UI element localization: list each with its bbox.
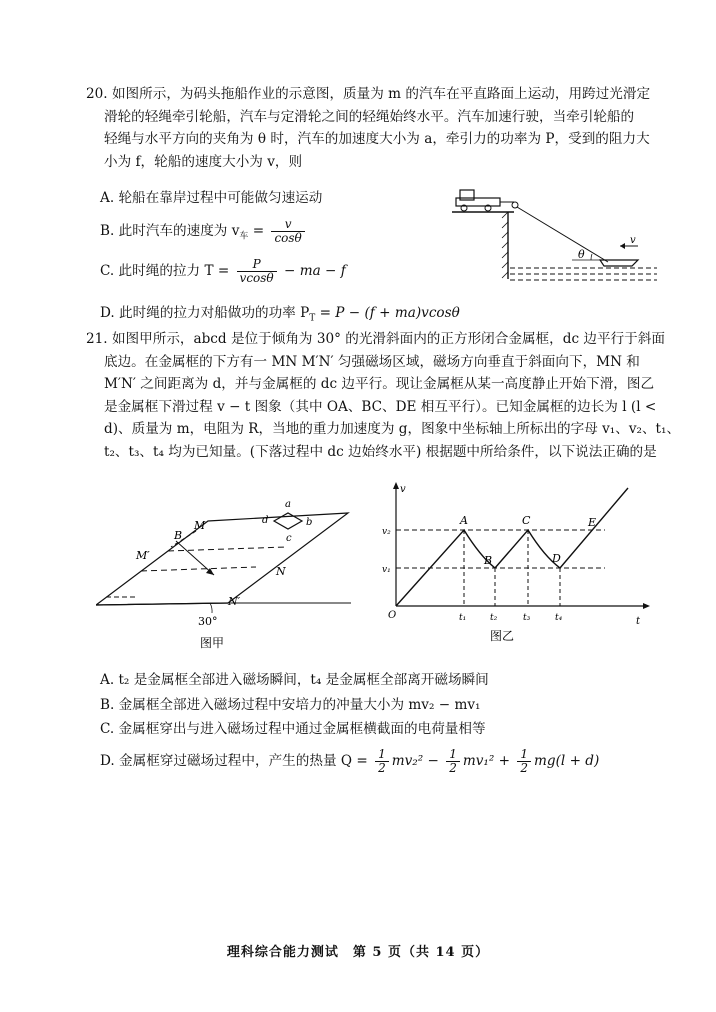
t-axis-label: t	[636, 616, 641, 627]
q21-option-b: B. 金属框全部进入磁场过程中安培力的冲量大小为 mv₂ − mv₁	[100, 697, 481, 713]
slanted-rope	[517, 207, 608, 262]
incline-base	[96, 603, 228, 605]
point-B-label: B	[484, 554, 493, 567]
t3-tick-label: t₃	[523, 613, 531, 623]
question-20-stem	[86, 83, 661, 173]
t1-tick-label: t₁	[459, 613, 467, 623]
q20-dock-figure	[452, 184, 662, 284]
point-C-label: C	[522, 514, 531, 527]
q21-line-2: 底边。在金属框的下方有一 MN M′N′ 匀强磁场区域，磁场方向垂直于斜面向下，MN 和	[104, 353, 640, 370]
q21-line-4: 是金属框下滑过程 v − t 图象（其中 OA、BC、DE 相互平行）。已知金属框的边长为 l (l <	[104, 398, 657, 415]
figure-a-caption: 图甲	[200, 636, 225, 650]
q21-line-1: 21. 如图甲所示，abcd 是位于倾角为 30° 的光滑斜面内的正方形闭合金属框，dc 边平行于斜面	[86, 331, 665, 347]
label-N-prime: N′	[228, 595, 241, 608]
q21-line-3: M′N′ 之间距离为 d，并与金属框的 dc 边平行。现让金属框从某一高度静止开始下滑，图乙	[104, 376, 655, 393]
q20-line-4: 小为 f，轮船的速度大小为 v，则	[104, 153, 303, 170]
q21-option-a: A. t₂ 是金属框全部进入磁场瞬间，t₄ 是金属框全部离开磁场瞬间	[100, 672, 489, 688]
angle-label: 30°	[198, 615, 218, 628]
angle-arc-30	[210, 603, 212, 613]
velocity-arrowhead	[620, 243, 625, 249]
v-axis-arrowhead	[393, 482, 399, 489]
label-M-prime: M′	[136, 549, 150, 562]
theta-label: θ	[578, 248, 585, 261]
q20-option-a: A. 轮船在靠岸过程中可能做匀速运动	[100, 190, 323, 206]
boundary-M-prime-N-prime	[141, 567, 256, 571]
q20-option-c: C. 此时绳的拉力 T = $\frac{P}{vcos\theta}$ − ma − f	[100, 257, 346, 285]
v1-tick-label: v₁	[382, 565, 391, 575]
q20-option-b: B. 此时汽车的速度为 $v_车$ = $\frac{v}{\cos\theta}$	[100, 218, 308, 245]
label-M: M	[194, 519, 206, 532]
question-21-stem	[86, 328, 681, 464]
point-E-label: E	[588, 516, 597, 529]
v2-tick-label: v₂	[382, 527, 391, 537]
q21-option-d: D. 金属框穿过磁场过程中，产生的热量 Q = $\frac{1}{2}$ mv₂² − $\frac{1}{2}$ mv₁² + $\frac{1}{2}$ mg(l + d)	[100, 747, 600, 775]
water-lines	[510, 268, 657, 280]
origin-label: O	[388, 610, 397, 621]
q20-line-2: 滑轮的轻绳牵引轮船，汽车与定滑轮之间的轻绳始终水平。汽车加速行驶，当牵引轮船的	[104, 108, 635, 125]
v-axis-label: v	[400, 484, 406, 495]
field-label-B: B	[174, 529, 183, 542]
q20-line-3: 轻绳与水平方向的夹角为 θ 时，汽车的加速度大小为 a，牵引力的功率为 P，受到的阻力大	[104, 131, 650, 148]
page-footer: 理科综合能力测试 第 5 页（共 14 页）	[226, 945, 490, 960]
vt-curve	[396, 488, 628, 606]
figure-b-caption: 图乙	[490, 629, 515, 643]
label-N: N	[276, 565, 286, 578]
point-D-label: D	[552, 552, 561, 565]
q20-line-1: 20. 如图所示，为码头拖船作业的示意图，质量为 m 的汽车在平直路面上运动，用跨过光滑定	[86, 86, 651, 102]
q20-option-d: D. 此时绳的拉力对船做功的功率 $P_T = P - (f + ma)vcos\theta$	[100, 305, 460, 324]
frame-label-c: c	[286, 533, 292, 544]
boundary-MN	[168, 547, 286, 551]
frame-label-a: a	[285, 499, 291, 510]
t2-tick-label: t₂	[490, 613, 498, 623]
t-axis-arrowhead	[643, 603, 650, 609]
angle-arc	[591, 254, 592, 260]
t4-tick-label: t₄	[555, 613, 563, 623]
figure-b-vt-graph	[380, 478, 660, 653]
figure-a-incline	[96, 485, 356, 655]
q21-line-6: t₂、t₃、t₄ 均为已知量。(下落过程中 dc 边始终水平) 根据题中所给条件，以下说法正确的是	[104, 443, 657, 460]
frame-label-d: d	[262, 515, 269, 526]
velocity-label: v	[630, 235, 636, 246]
frame-label-b: b	[306, 517, 313, 528]
q21-option-c: C. 金属框穿出与进入磁场过程中通过金属框横截面的电荷量相等	[100, 721, 486, 737]
dock-hatching	[502, 212, 508, 278]
q21-line-5: d)、质量为 m，电阻为 R，当地的重力加速度为 g，图象中坐标轴上所标出的字母 v₁、v₂、t₁、	[104, 421, 681, 438]
point-A-label: A	[460, 514, 468, 527]
